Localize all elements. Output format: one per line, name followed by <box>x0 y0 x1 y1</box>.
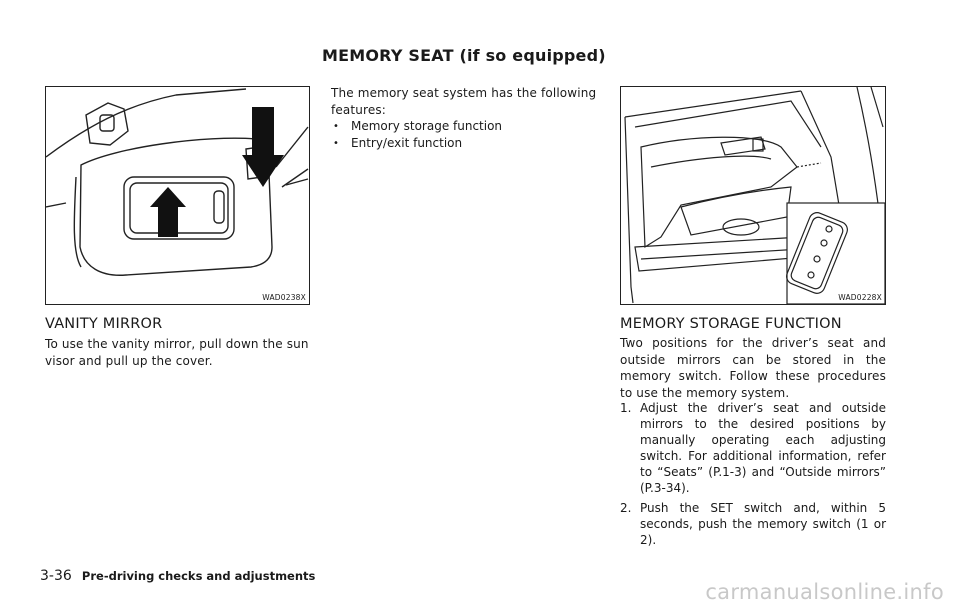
footer-section: Pre-driving checks and adjustments <box>81 569 316 583</box>
step-item <box>620 500 886 548</box>
memory-seat-intro: The memory seat system has the following features: <box>331 86 597 117</box>
step-item <box>620 400 886 496</box>
memory-storage-heading: MEMORY STORAGE FUNCTION <box>620 316 842 332</box>
sun-visor-illustration <box>46 87 309 304</box>
door-panel-illustration <box>621 87 885 304</box>
procedure-steps <box>620 400 886 552</box>
page-footer <box>40 568 315 584</box>
step-number: 1. <box>620 401 632 415</box>
step-text: Adjust the driver’s seat and outside mirrors to the desired positions by manually operating each adjusting switch. For additional information, refer to “Seats” (P.1-3) and “Outside mirrors” (P.3-34). <box>640 401 886 495</box>
list-item: • Entry/exit function <box>331 135 601 152</box>
vanity-mirror-heading: VANITY MIRROR <box>45 316 163 332</box>
feature-list <box>331 118 601 152</box>
page-title: MEMORY SEAT (if so equipped) <box>322 46 606 65</box>
memory-storage-body: Two positions for the driver’s seat and outside mirrors can be stored in the memory switch. Follow these procedures to use the memory system. <box>620 336 886 400</box>
figure-label: WAD0228X <box>838 293 882 302</box>
memory-switch-figure <box>620 86 886 305</box>
watermark: carmanualsonline.info <box>705 580 944 604</box>
step-number: 2. <box>620 501 632 515</box>
step-text: Push the SET switch and, within 5 seconds, push the memory switch (1 or 2). <box>640 501 886 547</box>
vanity-mirror-figure <box>45 86 310 305</box>
vanity-mirror-body: To use the vanity mirror, pull down the sun visor and pull up the cover. <box>45 337 309 368</box>
list-item: • Memory storage function <box>331 118 601 135</box>
page-number: 3-36 <box>40 568 72 584</box>
figure-label: WAD0238X <box>262 293 306 302</box>
